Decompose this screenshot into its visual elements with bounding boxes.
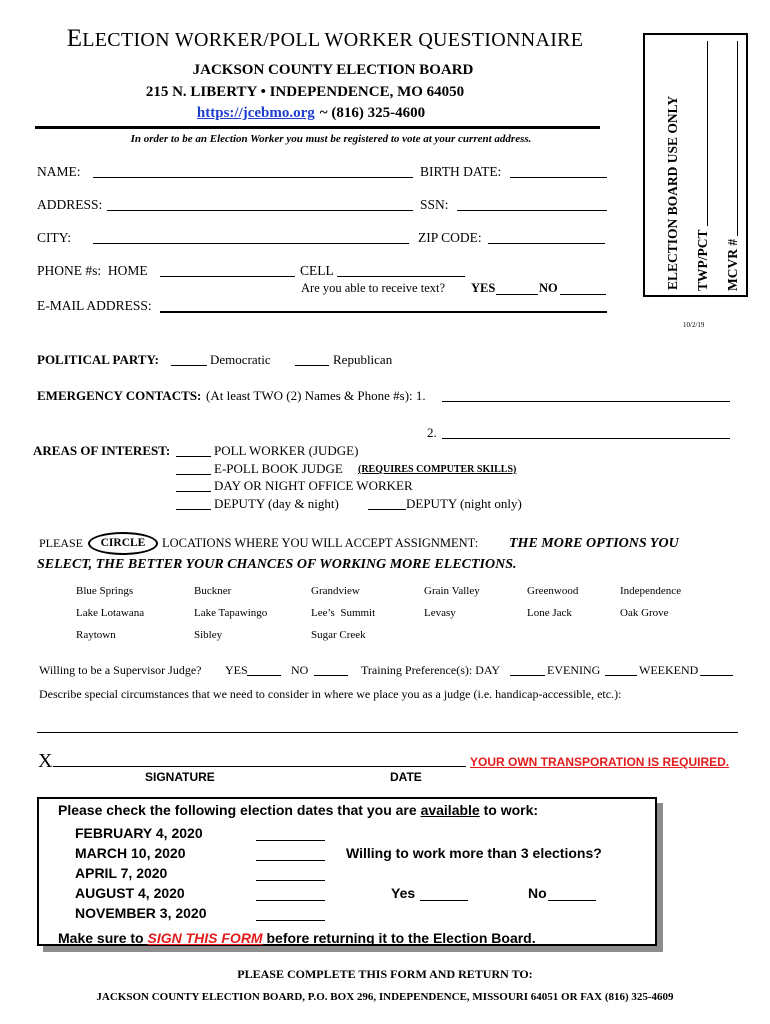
interest-office-worker-blank[interactable] [176,491,211,492]
training-weekend-blank[interactable] [700,675,733,676]
locations-emphasis-2: SELECT, THE BETTER YOUR CHANCES OF WORKING MORE ELECTIONS. [37,557,517,572]
city-label: CITY: [37,230,72,245]
sign-reminder-post: before returning it to the Election Board. [262,930,536,946]
mcvr-label: MCVR # [725,238,740,291]
office-use-heading-text: ELECTION BOARD USE ONLY [665,95,680,290]
epoll-requirement-note: (REQUIRES COMPUTER SKILLS) [358,464,517,475]
signature-mark: X [38,750,53,772]
availability-heading [58,802,538,819]
date-aug-4-blank[interactable] [256,900,325,901]
twp-pct-blank[interactable] [707,41,708,226]
training-day-label: Training Preference(s): DAY [361,663,501,677]
signature-label: SIGNATURE [145,770,215,784]
supervisor-question: Willing to be a Supervisor Judge? [39,663,202,677]
cell-phone-field[interactable] [337,276,465,277]
signature-field[interactable] [53,766,466,767]
republican-blank[interactable] [295,365,329,366]
areas-of-interest-label: AREAS OF INTEREST: [33,443,171,458]
date-apr-7-blank[interactable] [256,880,325,881]
locations-emphasis-1: THE MORE OPTIONS YOU [509,536,679,551]
zip-code-label: ZIP CODE: [418,230,482,245]
location-sibley[interactable]: Sibley [194,629,223,641]
city-field[interactable] [93,243,409,244]
emergency-contact-2-field[interactable] [442,438,730,439]
availability-heading-key: available [420,802,480,818]
email-field[interactable] [160,311,607,313]
interest-poll-worker: POLL WORKER (JUDGE) [214,443,359,458]
home-phone-label: PHONE #s: HOME [37,263,148,278]
location-lake-tapawingo[interactable]: Lake Tapawingo [194,607,268,619]
date-mar-10-blank[interactable] [256,860,325,861]
email-label: E-MAIL ADDRESS: [37,298,152,313]
receive-text-yes-blank[interactable] [496,294,538,295]
sign-reminder [58,930,536,947]
date-feb-4-blank[interactable] [256,840,325,841]
location-grandview[interactable]: Grandview [311,585,360,597]
supervisor-no-label: NO [291,663,309,677]
cell-phone-label: CELL [300,263,334,278]
interest-deputy-night-only: DEPUTY (night only) [406,496,522,511]
interest-epoll-blank[interactable] [176,474,211,475]
form-title: ELECTION WORKER/POLL WORKER QUESTIONNAIRE [66,25,584,52]
interest-deputy-day-blank[interactable] [176,509,211,510]
organization-name: JACKSON COUNTY ELECTION BOARD [192,62,474,78]
interest-poll-worker-blank[interactable] [176,456,211,457]
multi-election-no-blank[interactable] [548,900,596,901]
return-instruction: PLEASE COMPLETE THIS FORM AND RETURN TO: [237,967,533,981]
twp-pct-label: TWP/PCT [695,229,710,291]
zip-code-field[interactable] [488,243,605,244]
availability-heading-post: to work: [479,802,539,818]
date-nov-3-blank[interactable] [256,920,325,921]
emergency-contacts-label: EMERGENCY CONTACTS: [37,388,202,403]
organization-address: 215 N. LIBERTY • INDEPENDENCE, MO 64050 [145,84,465,100]
multi-election-yes-label: Yes [391,885,416,901]
availability-box [37,797,657,946]
supervisor-yes-label: YES [225,663,248,677]
date-feb-4: FEBRUARY 4, 2020 [75,825,203,841]
interest-deputy-day-night: DEPUTY (day & night) [214,496,339,511]
name-label: NAME: [37,164,81,179]
ssn-label: SSN: [420,197,449,212]
birth-date-field[interactable] [510,177,607,178]
transportation-note: YOUR OWN TRANSPORATION IS REQUIRED. [470,755,730,769]
receive-text-no-blank[interactable] [560,294,606,295]
training-evening-label: EVENING [547,663,601,677]
supervisor-yes-blank[interactable] [247,675,281,676]
republican-option: Republican [333,352,393,367]
interest-deputy-night-blank[interactable] [368,509,406,510]
democratic-blank[interactable] [171,365,207,366]
training-evening-blank[interactable] [605,675,637,676]
training-day-blank[interactable] [510,675,545,676]
phone-number: ~ (816) 325-4600 [319,105,426,121]
mcvr-blank[interactable] [737,41,738,236]
contact-line [11,104,611,122]
location-lees-summit[interactable]: Lee’s Summit [311,607,376,619]
location-blue-springs[interactable]: Blue Springs [76,585,134,597]
emergency-contact-2-number: 2. [427,425,437,440]
ssn-field[interactable] [457,210,607,211]
return-address: JACKSON COUNTY ELECTION BOARD, P.O. BOX 296, INDEPENDENCE, MISSOURI 64051 OR FAX (816) 325-4609 [96,991,674,1003]
emergency-contacts-instruction: (At least TWO (2) Names & Phone #s): 1. [206,388,426,403]
multi-election-yes-blank[interactable] [420,900,468,901]
interest-office-worker: DAY OR NIGHT OFFICE WORKER [214,478,413,493]
registration-notice: In order to be an Election Worker you must be registered to vote at your current address. [130,133,532,145]
date-apr-7: APRIL 7, 2020 [75,865,168,881]
mcvr-field[interactable] [723,41,741,291]
circle-word: CIRCLE [88,532,158,555]
date-mar-10: MARCH 10, 2020 [75,845,186,861]
form-version: 10/2/19 [683,321,705,329]
location-greenwood[interactable]: Greenwood [527,585,579,597]
multi-election-no-label: No [528,885,547,901]
name-field[interactable] [93,177,413,178]
receive-text-no-label: NO [539,281,558,295]
location-oak-grove[interactable]: Oak Grove [620,607,669,619]
date-nov-3: NOVEMBER 3, 2020 [75,905,207,921]
sign-reminder-pre: Make sure to [58,930,148,946]
democratic-option: Democratic [210,352,271,367]
emergency-contact-1-field[interactable] [442,401,730,402]
home-phone-field[interactable] [160,276,295,277]
website-link[interactable]: https://jcebmo.org [196,105,315,121]
address-label: ADDRESS: [37,197,103,212]
location-sugar-creek[interactable]: Sugar Creek [311,629,366,641]
locations-instruction: LOCATIONS WHERE YOU WILL ACCEPT ASSIGNMENT: [162,536,479,550]
multi-election-question: Willing to work more than 3 elections? [346,845,602,861]
office-use-heading [664,85,681,290]
location-lake-lotawana[interactable]: Lake Lotawana [76,607,145,619]
header-divider [35,126,600,129]
date-aug-4: AUGUST 4, 2020 [75,885,185,901]
receive-text-question: Are you able to receive text? [301,281,446,295]
birth-date-label: BIRTH DATE: [420,164,502,179]
location-raytown[interactable]: Raytown [76,629,116,641]
receive-text-yes-label: YES [471,281,496,295]
location-grain-valley[interactable]: Grain Valley [424,585,480,597]
interest-epoll-book-judge: E-POLL BOOK JUDGE [214,461,343,476]
special-circumstances-field[interactable] [37,732,738,733]
location-buckner[interactable]: Buckner [194,585,232,597]
address-field[interactable] [107,210,413,211]
date-label: DATE [390,770,422,784]
special-circumstances-prompt: Describe special circumstances that we need to consider in where we place you as a judge (i.e. handicap-accessible, etc.): [39,687,622,701]
sign-reminder-key: SIGN THIS FORM [147,930,263,946]
availability-heading-pre: Please check the following election dates that you are [58,802,421,818]
political-party-label: POLITICAL PARTY: [37,352,159,367]
location-independence[interactable]: Independence [620,585,682,597]
twp-pct-field[interactable] [693,41,711,291]
location-lone-jack[interactable]: Lone Jack [527,607,572,619]
office-use-box [643,33,748,297]
location-levasy[interactable]: Levasy [424,607,456,619]
supervisor-no-blank[interactable] [314,675,348,676]
locations-prefix: PLEASE [39,536,84,550]
training-weekend-label: WEEKEND [639,663,699,677]
